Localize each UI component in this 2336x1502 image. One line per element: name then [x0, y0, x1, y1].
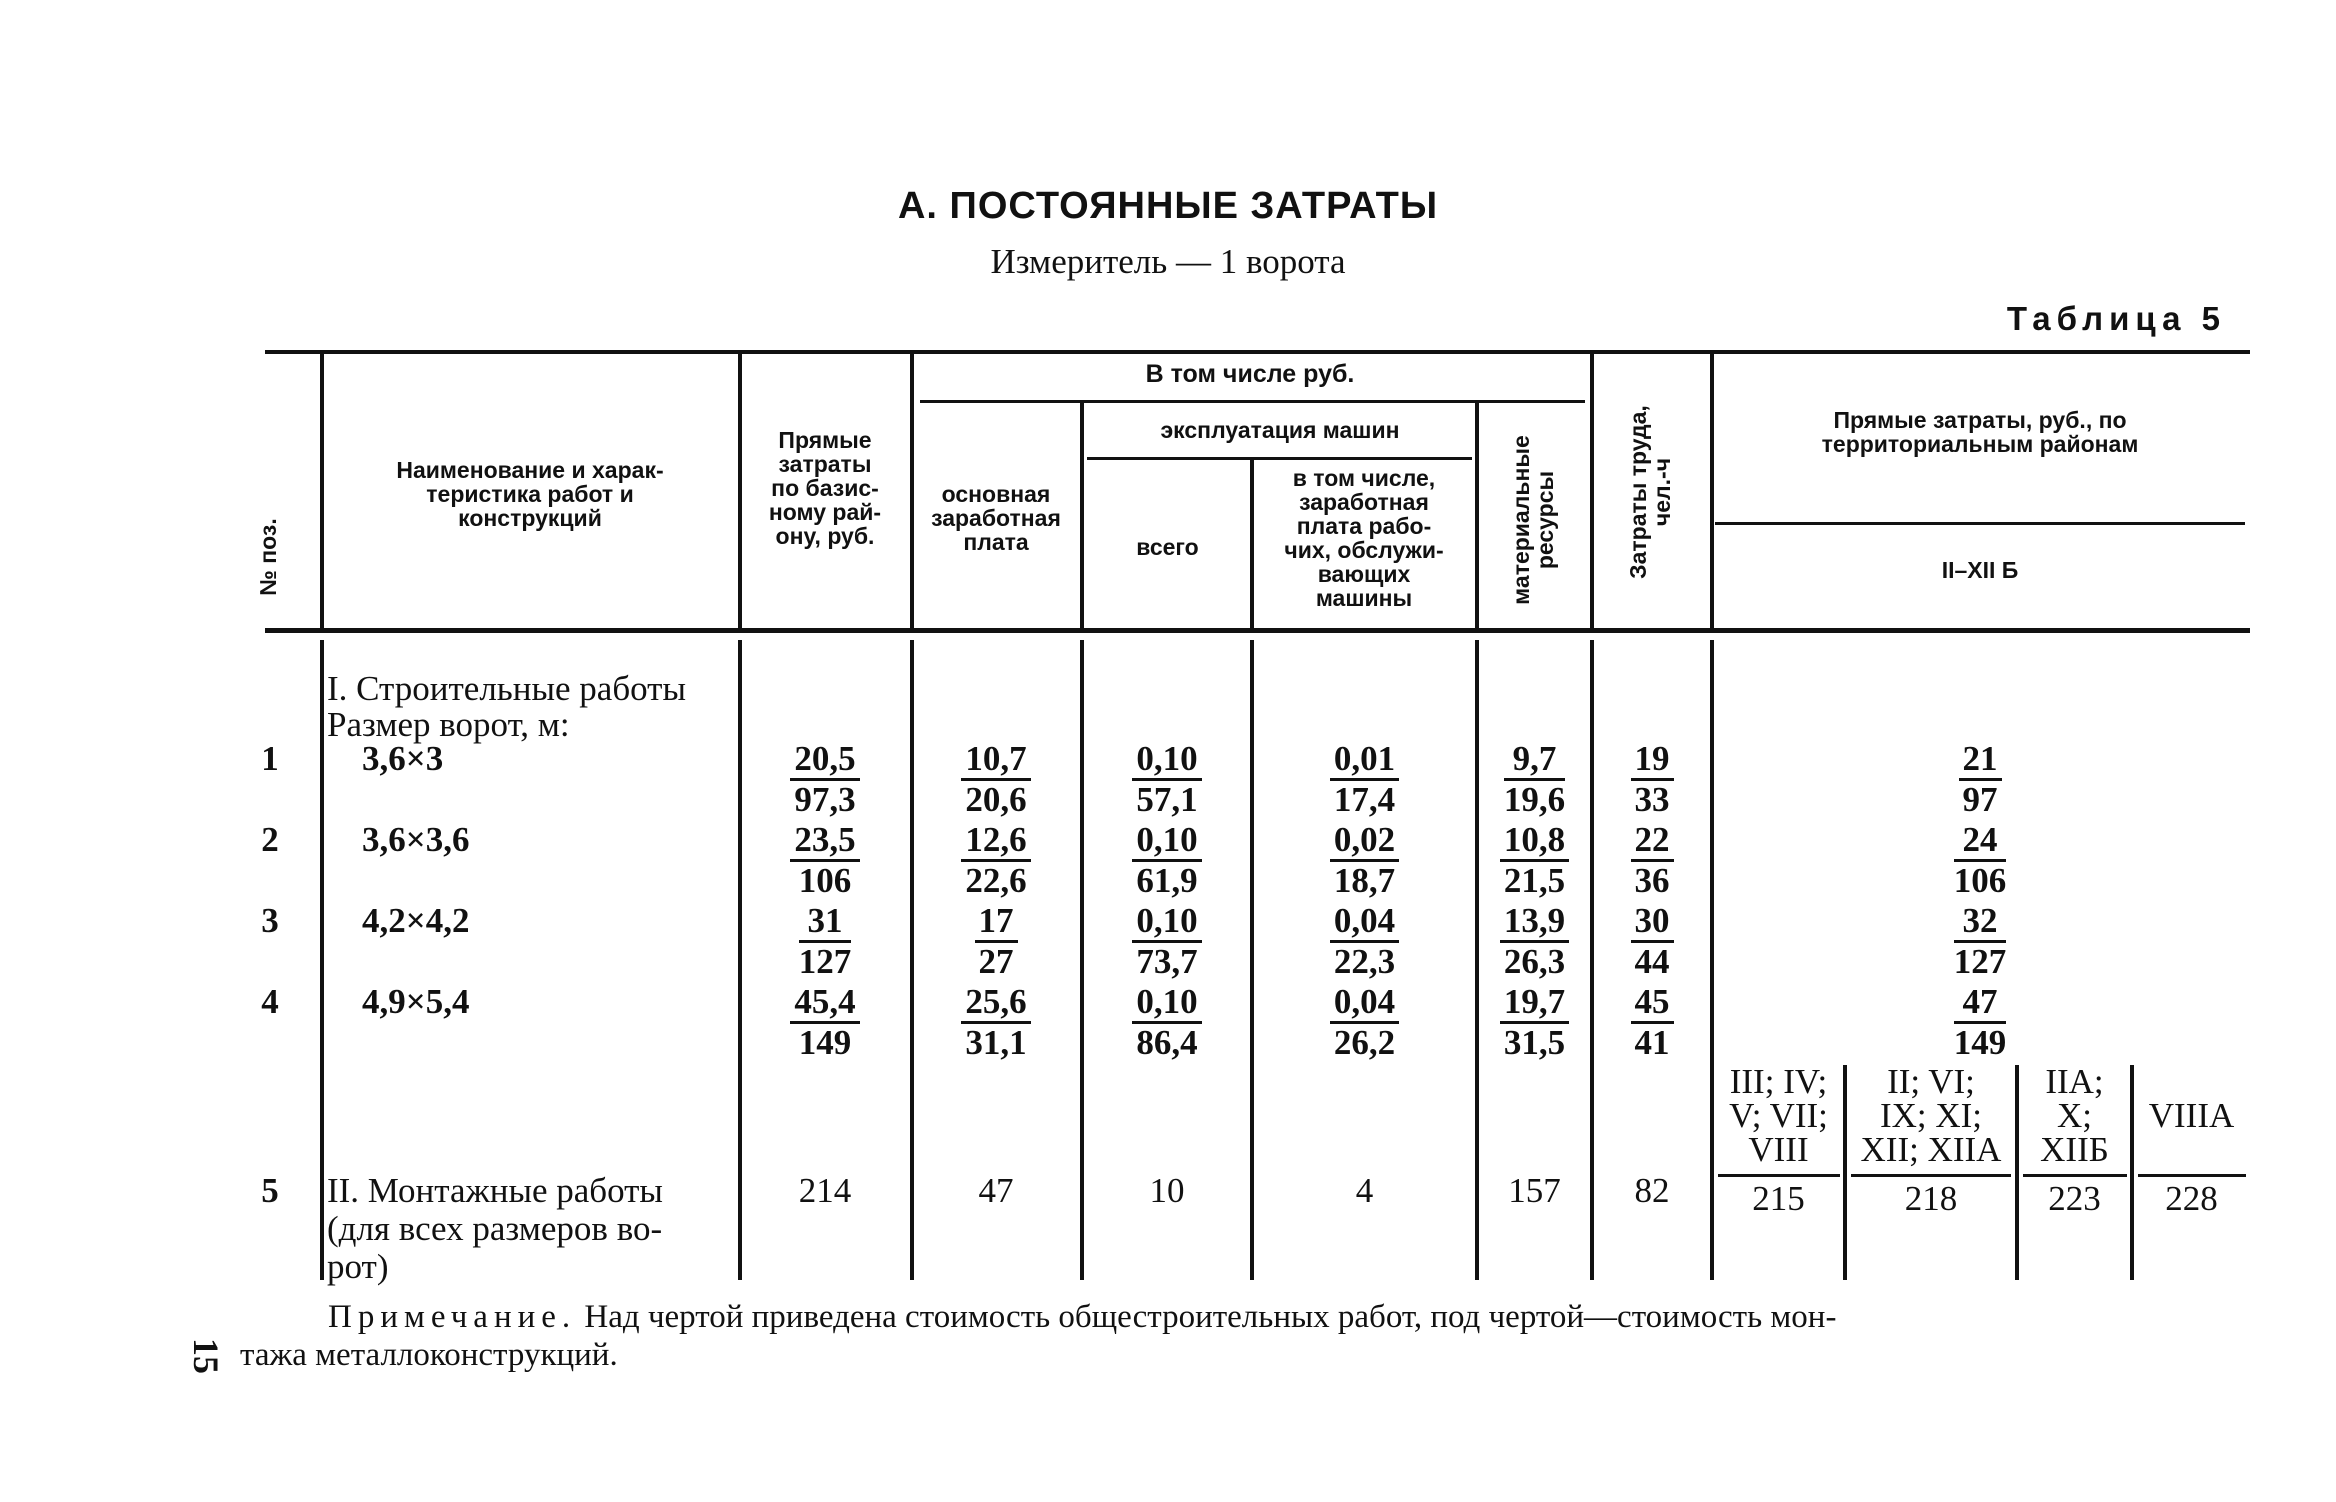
value-below-line: 18,7 [1333, 861, 1396, 900]
fraction-cell [1714, 983, 2246, 1062]
col-divider [1080, 403, 1084, 628]
value-above-line: 0,10 [1132, 983, 1201, 1024]
fraction-cell [1594, 902, 1710, 981]
value-below-line: 17,4 [1333, 780, 1396, 819]
page-number: 15 [186, 1338, 226, 1374]
row-size: 4,9×5,4 [362, 982, 470, 1021]
row5-num: 5 [261, 1171, 279, 1210]
header-name: Наименование и харак- теристика работ и конструкций [396, 457, 664, 531]
header-region-sub: II–XII Б [1941, 557, 2019, 583]
region-rule [1851, 1174, 2011, 1177]
value-above-line: 45 [1631, 983, 1674, 1024]
value-above-line: 30 [1631, 902, 1674, 943]
col-divider [320, 354, 324, 628]
col-divider [320, 640, 324, 1280]
value-above-line: 19,7 [1500, 983, 1569, 1024]
value-below-line: 20,6 [965, 780, 1027, 819]
header-incl: В том числе руб. [1145, 360, 1355, 388]
row-size: 3,6×3 [362, 739, 444, 778]
value-above-line: 13,9 [1500, 902, 1569, 943]
fraction-cell [1084, 821, 1250, 900]
value-below-line: 73,7 [1136, 942, 1198, 981]
fraction-cell [740, 740, 910, 819]
region-rule [2138, 1174, 2246, 1177]
value-above-line: 0,04 [1330, 983, 1399, 1024]
value-below-line: 22,6 [965, 861, 1027, 900]
value-below-line: 19,6 [1503, 780, 1566, 819]
value-below-line: 106 [798, 861, 852, 900]
value-above-line: 0,02 [1330, 821, 1399, 862]
fraction-cell [1714, 821, 2246, 900]
region-value: 223 [2048, 1179, 2101, 1218]
fraction-cell [1714, 902, 2246, 981]
value-above-line: 20,5 [790, 740, 859, 781]
row-size: 3,6×3,6 [362, 820, 470, 859]
value-above-line: 32 [1954, 902, 2007, 943]
header-pos: № поз. [255, 518, 281, 596]
value-below-line: 26,2 [1333, 1023, 1396, 1062]
header-materials: материальные ресурсы [1508, 435, 1558, 605]
value-below-line: 97,3 [794, 780, 856, 819]
value-below-line: 22,3 [1333, 942, 1396, 981]
note-text: Над чертой приведена стоимость общестроительных работ, под чертой—стоимость мон- [576, 1299, 1837, 1335]
row-num: 1 [261, 739, 279, 778]
region-value: 228 [2165, 1179, 2218, 1218]
value-above-line: 25,6 [961, 983, 1030, 1024]
value-above-line: 10,7 [961, 740, 1030, 781]
value-above-line: 17 [975, 902, 1018, 943]
fraction-cell [1084, 902, 1250, 981]
row5-direct: 214 [798, 1171, 852, 1210]
row5-name: II. Монтажные работы (для всех размеров во- рот) [327, 1171, 663, 1286]
fraction-cell [1479, 740, 1590, 819]
value-above-line: 0,01 [1330, 740, 1399, 781]
value-below-line: 127 [798, 942, 852, 981]
region-rule [2023, 1174, 2127, 1177]
value-below-line: 97 [1962, 780, 1998, 819]
page-title: А. ПОСТОЯННЫЕ ЗАТРАТЫ [897, 185, 1439, 227]
value-below-line: 36 [1634, 861, 1670, 900]
value-below-line: 31,5 [1503, 1023, 1566, 1062]
region-label: VIIIА [2148, 1096, 2235, 1135]
row5-mat: 157 [1508, 1171, 1561, 1210]
value-below-line: 106 [1953, 861, 2007, 900]
measure-unit: Измеритель — 1 ворота [990, 242, 1346, 281]
fraction-cell [1594, 983, 1710, 1062]
fraction-cell [1714, 740, 2246, 819]
col-divider [2130, 1065, 2134, 1280]
header-direct: Прямые затраты по базис- ному рай- ону, руб. [768, 427, 882, 549]
fraction-cell [1254, 740, 1475, 819]
row5-mwage: 4 [1355, 1171, 1374, 1210]
fraction-cell [1594, 740, 1710, 819]
row-num: 3 [261, 901, 279, 940]
incl-rule [920, 400, 1585, 403]
fraction-cell [740, 983, 910, 1062]
header-labor: Затраты труда, чел.-ч [1625, 405, 1675, 579]
section1-title: I. Строительные работы [327, 669, 686, 708]
value-below-line: 86,4 [1136, 1023, 1198, 1062]
region-label: II; VI; IX; XI; XII; XIIА [1860, 1062, 2002, 1169]
col-divider [1710, 354, 1714, 628]
value-above-line: 10,8 [1500, 821, 1569, 862]
value-above-line: 0,04 [1330, 902, 1399, 943]
value-above-line: 22 [1631, 821, 1674, 862]
fraction-cell [912, 902, 1080, 981]
value-below-line: 61,9 [1136, 861, 1198, 900]
table-label: Таблица 5 [2006, 300, 2226, 337]
fraction-cell [1254, 983, 1475, 1062]
value-above-line: 21 [1959, 740, 2002, 781]
region-value: 218 [1904, 1179, 1958, 1218]
value-above-line: 9,7 [1504, 740, 1565, 781]
note-line2: тажа металлоконструкций. [240, 1337, 618, 1373]
value-above-line: 12,6 [961, 821, 1030, 862]
value-above-line: 31 [799, 902, 852, 943]
value-below-line: 27 [978, 942, 1014, 981]
fraction-cell [1479, 902, 1590, 981]
header-regions: Прямые затраты, руб., по территориальным районам [1821, 407, 2139, 457]
region-rule [1718, 1174, 1840, 1177]
fraction-cell [1479, 821, 1590, 900]
value-below-line: 44 [1634, 942, 1670, 981]
row5-mtotal: 10 [1149, 1171, 1185, 1210]
value-below-line: 127 [1953, 942, 2007, 981]
value-below-line: 31,1 [965, 1023, 1027, 1062]
header-machine: эксплуатация машин [1160, 417, 1400, 443]
col-divider [1590, 354, 1594, 628]
value-above-line: 45,4 [790, 983, 859, 1024]
table-top-rule [265, 350, 2250, 354]
value-above-line: 0,10 [1132, 902, 1201, 943]
note-lead: Примечание. [328, 1299, 577, 1335]
note-line1 [328, 1298, 2248, 1336]
row-num: 2 [261, 820, 279, 859]
fraction-cell [1254, 821, 1475, 900]
region-label: III; IV; V; VII; VIII [1729, 1062, 1828, 1169]
region-value: 215 [1752, 1179, 1805, 1218]
region-label: IIА; X; XIIБ [2040, 1062, 2109, 1169]
col-divider [1475, 403, 1479, 628]
fraction-cell [1479, 983, 1590, 1062]
value-above-line: 0,10 [1132, 821, 1201, 862]
row5-wage: 47 [978, 1171, 1014, 1210]
value-below-line: 33 [1634, 780, 1670, 819]
regions-rule [1715, 522, 2245, 525]
section1-subtitle: Размер ворот, м: [327, 705, 570, 744]
fraction-cell [740, 902, 910, 981]
value-below-line: 149 [1953, 1023, 2007, 1062]
value-above-line: 24 [1954, 821, 2007, 862]
machine-rule [1087, 457, 1472, 460]
value-above-line: 0,10 [1132, 740, 1201, 781]
fraction-cell [740, 821, 910, 900]
header-machine-wage: в том числе, заработная плата рабо- чих, обслужи- вающих машины [1284, 465, 1444, 611]
value-below-line: 41 [1634, 1023, 1670, 1062]
fraction-cell [1084, 983, 1250, 1062]
header-bottom-rule [265, 628, 2250, 633]
header-wage: основная заработная плата [931, 481, 1061, 555]
row-size: 4,2×4,2 [362, 901, 470, 940]
value-above-line: 47 [1954, 983, 2007, 1024]
value-below-line: 21,5 [1503, 861, 1566, 900]
value-below-line: 57,1 [1136, 780, 1198, 819]
fraction-cell [1084, 740, 1250, 819]
value-above-line: 23,5 [790, 821, 859, 862]
fraction-cell [912, 740, 1080, 819]
fraction-cell [912, 821, 1080, 900]
value-below-line: 149 [798, 1023, 852, 1062]
fraction-cell [1254, 902, 1475, 981]
row-num: 4 [261, 982, 279, 1021]
header-machine-total: всего [1136, 534, 1199, 560]
value-below-line: 26,3 [1503, 942, 1566, 981]
row5-labor: 82 [1634, 1171, 1670, 1210]
fraction-cell [1594, 821, 1710, 900]
value-above-line: 19 [1631, 740, 1674, 781]
fraction-cell [912, 983, 1080, 1062]
